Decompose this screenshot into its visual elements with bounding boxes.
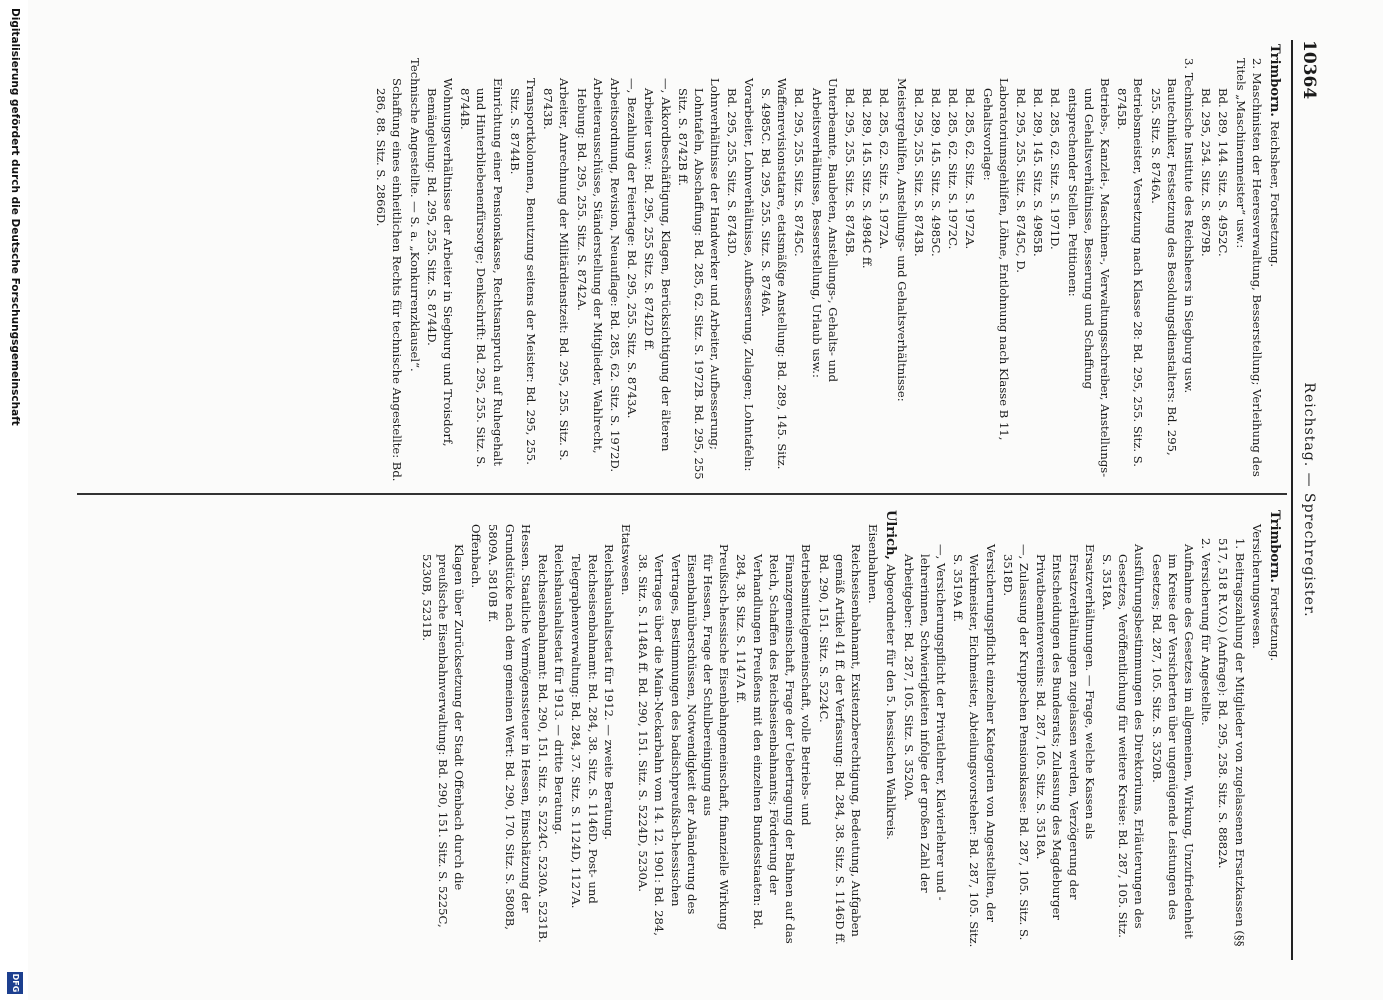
register-entry: Schaffung eines einheitlichen Rechts für technische Angestellte: Bd. 286, 88. Sitz. S. 2866D. bbox=[374, 78, 405, 482]
register-entry: Bautechniker, Festsetzung des Besoldungsdienstalters: Bd. 295, 255. Sitz. S. 8746A. bbox=[1148, 78, 1179, 456]
register-entry: Bd. 285, 62. Sitz. S. 1972A. bbox=[877, 88, 892, 250]
register-entry: Lohnverhältnisse der Handwerker und Arbeiter, Aufbesserung; Lohntafeln, Abschaffung: Bd. 285, 62. Sitz. S. 1972B. Bd. 295, 255 Sitz. S. 8742B ff. bbox=[675, 78, 723, 480]
register-entry bbox=[1266, 44, 1283, 484]
register-entry: Laboratoriumsgehilfen, Löhne, Entlohnung nach Klasse B 11, Gehaltsvorlage: bbox=[980, 78, 1011, 441]
register-entry: Versicherungswesen. bbox=[1249, 524, 1264, 649]
funding-notice: Digitalisierung gefördert durch die Deutsche Forschungsgemeinschaft bbox=[9, 8, 21, 426]
register-entry: Bd. 285, 62. Sitz. S. 1971D. bbox=[1048, 88, 1063, 250]
register-entry bbox=[882, 510, 899, 950]
register-entry: Offenbach. bbox=[469, 524, 484, 589]
register-entry: Bd. 295, 255. Sitz. S. 8743B. bbox=[911, 88, 926, 257]
register-entry: Technische Angestellte. — S. a. „Konkurrenzklausel“. bbox=[407, 58, 422, 372]
page-header bbox=[1291, 40, 1321, 960]
register-entry: Bd. 289, 145. Sitz. S. 4984C ff. bbox=[860, 88, 875, 269]
register-entry: Eisenbahnen. bbox=[866, 524, 881, 604]
register-entry: Preußisch-hessische Eisenbahngemeinschaft, finanzielle Wirkung für Hessen, Frage der Schulbereinigung aus Eisenbahnüberschüssen, Notwendigkeit der Abänderung des Vertrages, Bestimmungen des badischpreußisch-hessischen Vertrages über die Main-Neckarbahn vom 14. 12. 1901: Bd. 284, 38. Sitz. S. 1148A ff. Bd. 290, 151. Sitz. S. 5224D, 5230A. bbox=[636, 544, 732, 936]
entry-text: Reichsheer, Fortsetzung. bbox=[1268, 120, 1282, 268]
column-divider bbox=[77, 493, 1287, 495]
register-entry: Bd. 295, 255. Sitz. S. 8745C, D. bbox=[1013, 88, 1028, 273]
register-entry: Bd. 289, 144. Sitz. S. 4952C. bbox=[1216, 88, 1231, 257]
register-entry: —, Zulassung der Kruppschen Pensionskasse: Bd. 287, 105. Sitz. S. 3518D. bbox=[1000, 544, 1031, 941]
register-entry: Unterbeamte, Baubeten, Anstellungs-, Gehalts- und Arbeitsverhältnisse, Besserstellung, Urlaub usw.: bbox=[809, 78, 840, 383]
register-entry: Arbeitsordnung, Revision, Neuauflage: Bd. 285, 62. Sitz. S. 1972D. bbox=[608, 78, 623, 473]
register-entry: Betriebsmittelgemeinschaft, volle Betriebs- und Finanzgemeinschaft, Frage der Uebertragung der Bahnen auf das Reich, Schaffen des Reichseisenbahnamts; Förderung der Verhandlungen Preußens mit den einzelnen Bundesstaaten: Bd. 284, 38. Sitz. S. 1147A ff. bbox=[734, 544, 814, 944]
right-column bbox=[417, 510, 1283, 950]
register-entry: Betriebs-, Kanzlei-, Maschinen-, Verwaltungsschreiber, Anstellungs- und Gehaltsverhältnisse, Besserung und Schaffung entsprechender Stellen. Petitionen: bbox=[1065, 78, 1112, 478]
page-number: 10364 bbox=[1299, 40, 1319, 100]
speaker-name: Trimborn. bbox=[1267, 44, 1282, 117]
running-title: Reichstag. — Sprechregister. bbox=[1301, 382, 1317, 618]
register-entry: Einrichtung einer Pensionskasse, Rechtsanspruch auf Ruhegehalt und Hinterbliebenenfürsorge; Denkschrift: Bd. 295, 255. Sitz. S. 8744B. bbox=[458, 78, 505, 468]
register-entry: Klagen über Zurücksetzung der Stadt Offenbach durch die preußische Eisenbahnverwaltung: Bd. 290, 151. Sitz. S. 5225C, 5230B, 5231B. bbox=[419, 544, 467, 928]
register-entry: Betriebsmeister, Versetzung nach Klasse 28: Bd. 295, 255. Sitz. S. 8745B. bbox=[1115, 78, 1146, 467]
register-entry: Bd. 289, 145. Sitz. S. 4985B. bbox=[1031, 88, 1046, 257]
register-entry bbox=[1266, 510, 1283, 950]
speaker-name: Ulrich, bbox=[883, 510, 899, 560]
register-entry: Arbeiter, Anrechnung der Militärdienstzeit: Bd. 295, 255. Sitz. S. 8743B. bbox=[541, 78, 572, 461]
entry-text: Fortsetzung. bbox=[1268, 586, 1282, 662]
left-column bbox=[372, 44, 1283, 484]
dfg-logo: DFG bbox=[7, 972, 23, 994]
footer-bar bbox=[0, 0, 28, 1000]
register-entry: Meistergehilfen, Anstellungs- und Gehaltsverhältnisse: bbox=[894, 78, 909, 402]
register-entry: Bd. 295, 255. Sitz. S. 8745C. bbox=[792, 88, 807, 257]
register-entry: Wohnungsverhältnisse der Arbeiter in Siegburg und Troisdorf, Bemängelung: Bd. 295, 255. Sitz. S. 8744D. bbox=[424, 78, 456, 447]
register-entry: —, Bezahlung der Feiertage: Bd. 295, 255. Sitz. S. 8743A. bbox=[625, 78, 640, 419]
register-entry: —, Akkordbeschäftigung, Klagen, Berücksichtigung der älteren Arbeiter usw.: Bd. 295, 255 Sitz. S. 8742D ff. bbox=[642, 78, 673, 452]
register-entry: Bd. 295, 254. Sitz. S. 8679B. bbox=[1199, 88, 1214, 257]
register-entry: Bd. 289, 145. Sitz. S. 4985C. bbox=[928, 88, 943, 257]
register-entry: Hessen. Staatliche Vermögenssteuer in Hessen, Einschätzung der Grundstücke nach dem gemeinen Wert: Bd. 290, 170. Sitz. S. 5808B, 5809A. 5810B ff. bbox=[486, 524, 533, 930]
register-entry: Bd. 295, 255. Sitz. S. 8745B. bbox=[842, 88, 857, 257]
register-entry: Ersatzverhältnungen. — Frage, welche Kassen als Ersatzverhältnungen zugelassen werden, Verzögerung der Entscheidungen des Bundesrats; Zulassung des Magdeburger Privatbeamtenvereins: Bd. 287, 105. Sitz. S. 3518A. bbox=[1034, 544, 1097, 920]
register-entry: 1. Beitragszahlung der Mitglieder von zugelassenen Ersatzkassen (§§ 517, 518 R.V.O.) (Anfrage): Bd. 295, 258. Sitz. S. 8882A. bbox=[1216, 538, 1247, 947]
register-entry: 2. Maschinisten der Heeresverwaltung, Besserstellung; Verleihung des Titels „Maschinenmeister“ usw.: bbox=[1233, 58, 1264, 477]
register-entry: Transportkolonnen, Benutzung seitens der Meister: Bd. 295, 255. Sitz. S. 8744B. bbox=[507, 78, 539, 465]
register-entry: Versicherungspflicht einzelner Kategorien von Angestellten, der Werkmeister, Eichmeister, Abteilungsvorsteher: Bd. 287, 105. Sitz. S. 3519A ff. bbox=[951, 544, 998, 948]
register-entry: Reichshaushaltsetat für 1913. — dritte Beratung. Reichseisenbahnamt: Bd. 290, 151. Sitz. S. 5224C. 5230A. 5231B. bbox=[536, 544, 567, 943]
register-entry: Vorarbeiter, Lohnverhältnisse, Aufbesserung, Zulagen; Lohntafeln: Bd. 295, 255. Sitz. S. 8743D. bbox=[725, 78, 756, 472]
entry-text: Abgeordneter für den 5. hessischen Wahlkreis. bbox=[884, 563, 899, 840]
register-entry: —, Versicherungspflicht der Privatlehrer, Klavierlehrer und -lehrerinnen, Schwierigkeiten infolge der großen Zahl der Arbeitgeber: Bd. 287, 105. Sitz. S. 3520A. bbox=[901, 544, 948, 901]
register-entry: Reichseisenbahnamt, Existenzberechtigung, Bedeutung, Aufgaben gemäß Artikel 41 ff. der Verfassung: Bd. 284, 38. Sitz. S. 1146D ff. Bd. 290, 151. Sitz. S. 5224C. bbox=[816, 544, 863, 945]
register-entry: Arbeiterausschüsse, Ständerstellung der Mitglieder, Wahlrecht, Hebung: Bd. 295, 255. Sitz. S. 8742A. bbox=[574, 78, 605, 454]
register-entry: Aufnahme des Gesetzes im allgemeinen, Wirkung, Unzufriedenheit im Kreise der Versicherten über ungenügende Leistungen des Gesetzes; Bd. 287, 105. Sitz. S. 3520B. bbox=[1149, 544, 1196, 939]
register-entry: 3. Technische Institute des Reichsheers in Siegburg usw. bbox=[1181, 58, 1196, 394]
register-entry: Ausführungsbestimmungen des Direktoriums, Erläuterungen des Gesetzes, Veröffentlichung für weitere Kreise: Bd. 287, 105. Sitz. S. 3518A. bbox=[1099, 544, 1147, 938]
register-entry: Etatswesen. bbox=[619, 524, 634, 596]
register-entry: 2. Versicherung für Angestellte. bbox=[1199, 538, 1214, 726]
register-entry: Waffenrevisionstatare, etatsmäßige Anstellung: Bd. 289, 145. Sitz. S. 4985C. Bd. 295, 255. Sitz. S. 8746A. bbox=[758, 78, 790, 470]
register-entry: Bd. 285, 62. Sitz. S. 1972A. bbox=[963, 88, 978, 250]
register-entry: Bd. 285, 62. Sitz. S. 1972C. bbox=[946, 88, 961, 250]
register-entry: Reichshaushaltsetat für 1912. — zweite Beratung. Reichseisenbahnamt: Bd. 284, 38. Sitz. S. 1146D. Post- und Telegraphenverwaltung: Bd. 284, 37. Sitz. S. 1124D, 1127A. bbox=[569, 544, 616, 909]
speaker-name: Trimborn. bbox=[1267, 510, 1282, 583]
